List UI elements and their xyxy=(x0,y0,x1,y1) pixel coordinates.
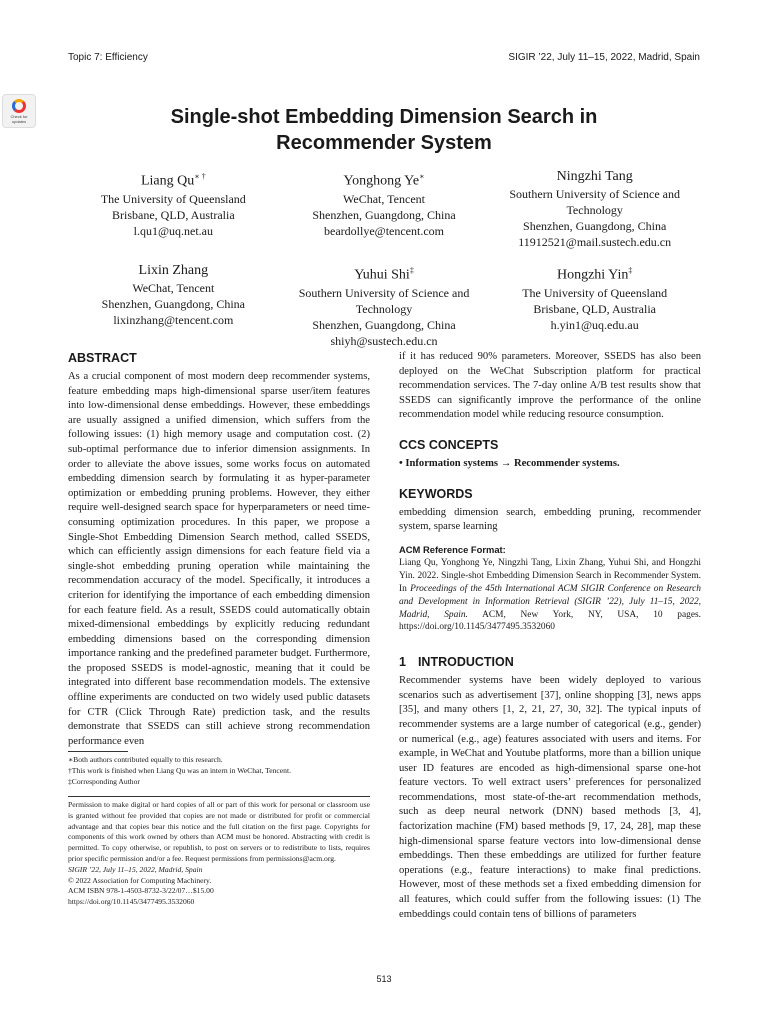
footnote-corresponding: ‡Corresponding Author xyxy=(68,777,140,786)
acm-ref-text: Liang Qu, Yonghong Ye, Ningzhi Tang, Lixin Zhang, Yuhui Shi, and Hongzhi Yin. 2022. Single-shot Embedding Dimension Search in Recommender System. In Proceedings of the 45th International ACM SIGIR Conference on Research and Development in Information Retrieval (SIGIR ’22), July 11–15, 2022, Madrid, Spain. ACM, New York, NY, USA, 10 pages. https://doi.org/10.1145/3477495.3532060 xyxy=(399,558,701,633)
author-row-2 xyxy=(68,262,700,349)
paper-title: Single-shot Embedding Dimension Search in Recommender System xyxy=(170,106,598,154)
permission-copyright: © 2022 Association for Computing Machinery. xyxy=(68,875,212,885)
author-name: Lixin Zhang xyxy=(138,263,209,278)
introduction-text: Recommender systems have been widely deployed to various scenarios such as advertisement [37], online shopping [3], news apps [35], and many others [1, 2, 21, 27, 30, 32]. The typical inputs of recommender systems are a large number of categorical (e.g., gender) or numerical (e.g., age) features associated with users and items. For example, in WeChat and Youtube platforms, more than a billion unique user ID features are encoded as high-dimensional sparse one-hot feature vectors. To well extract users’ preferences for personalized recommendations, most state-of-the-art recommendation methods, such as deep neural network (DNN) based methods [3, 4], factorization machine (FM) based methods [9, 17, 24, 28], map these high-dimensional sparse feature vectors into low-dimensional dense embeddings. Then these embeddings are utilized for further feature operations (e.g., feature interactions) to make final predictions. However, most of these methods set a fixed embedding dimension for all features, which could suffer from the following issues: (1) The embeddings could contain tens of billions of parameters xyxy=(399,675,701,920)
ccs-text: • Information systems → Recommender systems. xyxy=(399,457,620,469)
keywords-text: embedding dimension search, embedding pruning, recommender system, sparse learning xyxy=(399,506,701,533)
running-head-venue: SIGIR ’22, July 11–15, 2022, Madrid, Spain xyxy=(508,52,700,63)
permission-text: Permission to make digital or hard copies of all or part of this work for personal or classroom use is granted without fee provided that copies are not made or distributed for profit or commercial advantage and that copies bear this notice and the full citation on the first page. Copyrights for components of this work owned by others than ACM must be honored. Abstracting with credit is permitted. To copy otherwise, or republish, to post on servers or to redistribute to lists, requires prior specific permission and/or a fee. Request permissions from permissions@acm.org. xyxy=(68,800,370,863)
page-number: 513 xyxy=(376,974,392,984)
author-block: Hongzhi Yin‡ The University of Queensland Brisbane, QLD, Australia h.yin1@uq.edu.au xyxy=(489,262,700,349)
check-for-updates-badge[interactable] xyxy=(2,94,36,128)
permission-isbn: ACM ISBN 978-1-4503-8732-3/22/07…$15.00 xyxy=(68,886,214,896)
footnotes xyxy=(68,754,370,787)
author-block: Lixin Zhang WeChat, Tencent Shenzhen, Guangdong, China lixinzhang@tencent.com xyxy=(68,262,279,349)
author-email[interactable]: beardollye@tencent.com xyxy=(324,223,444,238)
author-block: Yonghong Ye∗ WeChat, Tencent Shenzhen, Guangdong, China beardollye@tencent.com xyxy=(279,168,490,250)
abstract-continued: if it has reduced 90% parameters. Moreover, SSEDS has also been deployed on the WeChat Subscription platform for practical recommendation services. The 7-day online A/B test results show that SSEDS can significantly improve the performance of the online recommendation model while reducing resource consumption. xyxy=(399,351,701,421)
author-name: Yonghong Ye xyxy=(343,173,420,189)
author-block: Ningzhi Tang Southern University of Science and Technology Shenzhen, Guangdong, China 11912521@mail.sustech.edu.cn xyxy=(489,168,700,250)
keywords-heading: KEYWORDS xyxy=(399,486,473,501)
author-name: Hongzhi Yin xyxy=(556,267,629,283)
author-name: Liang Qu xyxy=(140,173,195,189)
permission-divider xyxy=(68,796,370,797)
footnote-intern: †This work is finished when Liang Qu was an intern in WeChat, Tencent. xyxy=(68,766,291,775)
left-column xyxy=(68,350,370,749)
permission-block xyxy=(68,800,370,908)
author-name: Yuhui Shi xyxy=(354,267,410,283)
introduction-heading: 1 INTRODUCTION xyxy=(399,655,514,670)
badge-text: Check for updates xyxy=(10,113,28,124)
acm-ref-label: ACM Reference Format: xyxy=(399,543,506,555)
running-head-topic: Topic 7: Efficiency xyxy=(68,52,148,63)
author-email[interactable]: l.qu1@uq.net.au xyxy=(133,223,214,238)
permission-doi-link[interactable]: https://doi.org/10.1145/3477495.3532060 xyxy=(68,897,195,907)
abstract-heading: ABSTRACT xyxy=(68,351,137,365)
ccs-heading: CCS CONCEPTS xyxy=(399,437,499,452)
author-name: Ningzhi Tang xyxy=(556,169,633,184)
author-email[interactable]: shiyh@sustech.edu.cn xyxy=(330,333,438,348)
footnote-divider xyxy=(68,751,128,752)
check-updates-icon xyxy=(12,99,26,113)
author-email[interactable]: 11912521@mail.sustech.edu.cn xyxy=(518,235,672,249)
acm-ref-doi-link[interactable]: ACM, New York, NY, USA, 10 pages. https://doi.org/10.1145/3477495.3532060 xyxy=(399,609,701,633)
right-column xyxy=(399,350,701,922)
author-row-1 xyxy=(68,168,700,250)
running-head xyxy=(68,52,700,63)
author-email[interactable]: lixinzhang@tencent.com xyxy=(113,313,234,327)
author-email[interactable]: h.yin1@uq.edu.au xyxy=(550,317,639,332)
abstract-text: As a crucial component of most modern deep recommender systems, feature embedding maps high-dimensional sparse user/item features into low-dimensional dense embeddings. However, these embeddings are usually assigned a unified dimension, which suffers from the following issues: (1) high memory usage and computation cost. (2) sub-optimal performance due to inferior dimension assignments. In order to alleviate the above issues, some works focus on automated embedding dimension search by formulating it as hyper-parameter optimization or embedding pruning problems. However, they either require well-designed search space for hyperparameters or need time-consuming optimization procedures. In this paper, we propose a Single-Shot Embedding Dimension Search method, called SSEDS, which can efficiently assign dimensions for each feature field via a single-shot embedding pruning operation while maintaining the recommendation accuracy of the model. Specifically, it introduces a criterion for identifying the importance of each embedding dimension for each feature field. As a result, SSEDS could automatically obtain mixed-dimensional embeddings by explicitly reducing redundant embedding dimensions based on the corresponding dimension importance ranking and the predefined parameter budget. Furthermore, the proposed SSEDS is model-agnostic, meaning that it could be integrated into different base recommendation models. The extensive offline experiments are conducted on two widely used public datasets for CTR (Click Through Rate) prediction task, and the results demonstrate that SSEDS can still achieve strong recommendation performance even xyxy=(68,371,370,747)
author-block: Liang Qu∗ † The University of Queensland Brisbane, QLD, Australia l.qu1@uq.net.au xyxy=(68,168,279,250)
footnote-equal-contribution: ∗Both authors contributed equally to this research. xyxy=(68,755,223,764)
author-block: Yuhui Shi‡ Southern University of Science and Technology Shenzhen, Guangdong, China shiyh@sustech.edu.cn xyxy=(279,262,490,349)
permission-venue: SIGIR ’22, July 11–15, 2022, Madrid, Spain xyxy=(68,864,203,874)
